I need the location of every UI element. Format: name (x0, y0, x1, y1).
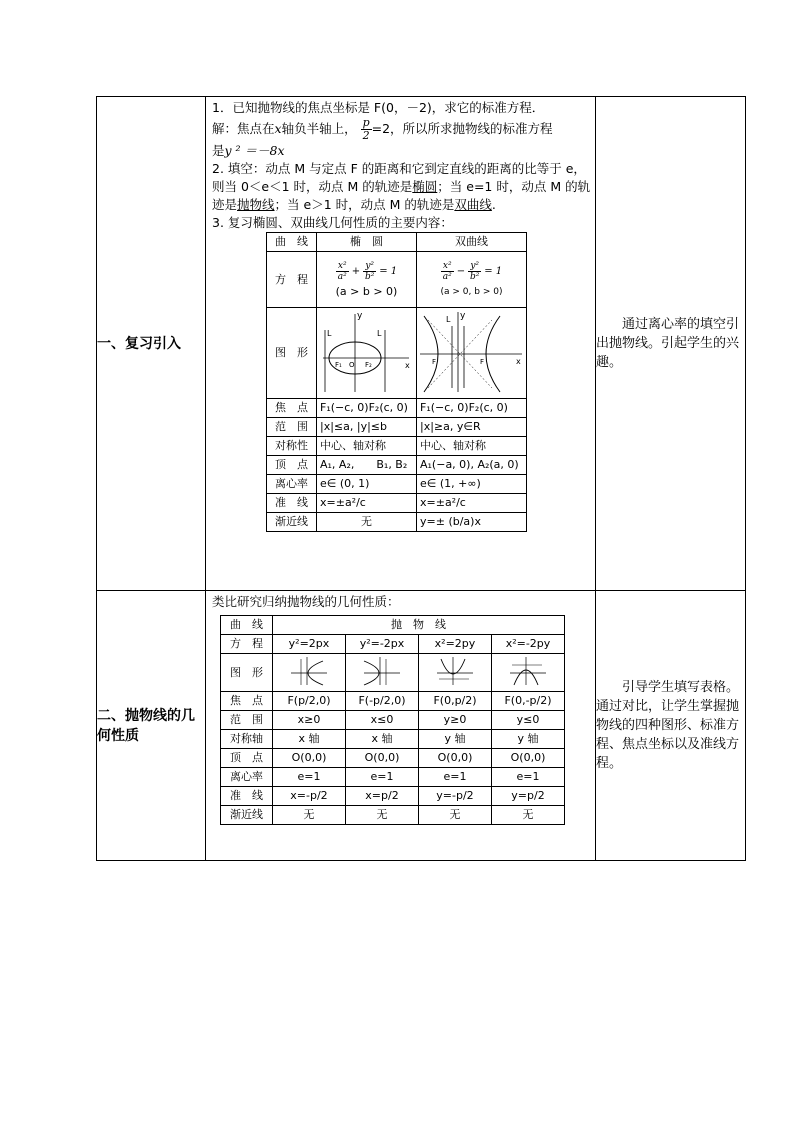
table-cell: x²=-2py (492, 635, 565, 654)
table-row (267, 437, 527, 456)
table-row (221, 730, 565, 749)
table-cell: y=-p/2 (419, 787, 492, 806)
table-row (221, 787, 565, 806)
table-row (221, 711, 565, 730)
section-note: 通过离心率的填空引出抛物线。引起学生的兴趣。 (596, 97, 746, 591)
table-cell: 无 (317, 513, 417, 532)
table-row (221, 692, 565, 711)
table-row (267, 475, 527, 494)
svg-text:F: F (431, 358, 436, 366)
row-label: 准 线 (267, 494, 317, 513)
table-cell: e=1 (273, 768, 346, 787)
table-cell: F(0,p/2) (419, 692, 492, 711)
table-row (221, 654, 565, 692)
solution-line: 解：焦点在x轴负半轴上， $\frac{p}{2}$ =2，所以所求抛物线的标准方程 (212, 116, 553, 142)
table-cell: O(0,0) (273, 749, 346, 768)
svg-text:L: L (445, 315, 450, 324)
table-cell: F₁(−c, 0)F₂(c, 0) (417, 399, 527, 418)
table-cell: y²=-2px (346, 635, 419, 654)
table-cell: x≥0 (273, 711, 346, 730)
ellipse-equation: $\frac{\text{x²}}{\text{a²}}$ + $\frac{\text{y²}}{\text{b²}}$ = 1 (a > b > 0) (317, 252, 417, 308)
table-cell: O(0,0) (419, 749, 492, 768)
table-cell: 无 (273, 806, 346, 825)
table-row (267, 399, 527, 418)
table-cell: x²=2py (419, 635, 492, 654)
table-cell: F(p/2,0) (273, 692, 346, 711)
row-label: 渐近线 (221, 806, 273, 825)
table-cell: y≤0 (492, 711, 565, 730)
table-cell: F₁(−c, 0)F₂(c, 0) (317, 399, 417, 418)
svg-text:y: y (356, 311, 362, 321)
row-label: 离心率 (267, 475, 317, 494)
lesson-table (96, 96, 746, 861)
section-content (206, 591, 596, 861)
svg-text:F₂: F₂ (364, 361, 372, 369)
table-row (267, 456, 527, 475)
table-cell: x 轴 (273, 730, 346, 749)
parabola-figure (492, 654, 565, 692)
table-cell: 无 (492, 806, 565, 825)
row-label: 图 形 (221, 654, 273, 692)
question-1: 1．已知抛物线的焦点坐标是 F(0，－2)，求它的标准方程． (212, 100, 545, 115)
svg-text:y: y (459, 311, 465, 321)
table-cell: |x|≤a, |y|≤b (317, 418, 417, 437)
answer-hyperbola: 双曲线 (454, 197, 492, 212)
table-cell: 无 (346, 806, 419, 825)
svg-text:x: x (404, 361, 410, 370)
table-cell: x 轴 (346, 730, 419, 749)
row-label: 方 程 (221, 635, 273, 654)
table-cell: x≤0 (346, 711, 419, 730)
table-cell: O(0,0) (346, 749, 419, 768)
row-label: 顶 点 (221, 749, 273, 768)
section-title: 二、抛物线的几何性质 (97, 591, 206, 861)
table-cell: y 轴 (492, 730, 565, 749)
table-cell: A₁(−a, 0), A₂(a, 0) (417, 456, 527, 475)
table-cell: F(0,-p/2) (492, 692, 565, 711)
answer-parabola: 抛物线 (237, 197, 275, 212)
ellipse-figure (317, 308, 417, 399)
table-cell: y=± (b/a)x (417, 513, 527, 532)
table-cell: y≥0 (419, 711, 492, 730)
table-cell: F(-p/2,0) (346, 692, 419, 711)
svg-text:x: x (515, 357, 521, 366)
table-cell: e=1 (346, 768, 419, 787)
section-note: 引导学生填写表格。通过对比，让学生掌握抛物线的四种图形、标准方程、焦点坐标以及准线方程。 (596, 591, 746, 861)
hyperbola-equation: $\frac{\text{x²}}{\text{a²}}$ − $\frac{\text{y²}}{\text{b²}}$ = 1 (a > 0, b > 0) (417, 252, 527, 308)
table-row (267, 513, 527, 532)
svg-text:F: F (479, 358, 484, 366)
table-cell: e∈ (0, 1) (317, 475, 417, 494)
section-review-row (97, 97, 746, 591)
table-cell: 中心、轴对称 (417, 437, 527, 456)
fraction-p-over-2: $\frac{p}{2}$ (362, 116, 370, 142)
table-cell: 无 (419, 806, 492, 825)
table-cell: x=-p/2 (273, 787, 346, 806)
parabola-figure (346, 654, 419, 692)
ellipse-hyperbola-table: 曲 线 椭 圆 双曲线 方 程 $\frac{\text{x²}}{\text{a²}}$ + $\frac{\text{y²}}{\text{b²}}$ = 1 (a > b > 0) $\frac{\text{x²}}{\text{a²}}$ − $\frac{\text{y²}}{\text{b²}}$ = 1 (a > 0, b > 0) 图 形 y x L L F₁ O F₂ y x L F F 焦 点 F₁(−c, 0)F₂(c, 0) F₁(−c, 0)F₂(c, 0) 范 围 |x|≤a, |y|≤b |x|≥a, y∈R 对称性 中心、轴对称 中心、轴对称 顶 点 A₁, A₂, B₁, B₂ A₁(−a, 0), A₂(a, 0) 离心率 e∈ (0, 1) e∈ (1, +∞) 准 线 x=±a²/c x=±a²/c 渐近线 无 y=± (b/a)x (266, 232, 527, 532)
row-label: 焦 点 (221, 692, 273, 711)
table-cell: y²=2px (273, 635, 346, 654)
table-row (221, 635, 565, 654)
table-cell: e∈ (1, +∞) (417, 475, 527, 494)
table-cell: O(0,0) (492, 749, 565, 768)
table-row (221, 806, 565, 825)
table-row (221, 768, 565, 787)
table-cell: A₁, A₂, B₁, B₂ (317, 456, 417, 475)
row-label: 顶 点 (267, 456, 317, 475)
svg-text:L: L (326, 329, 331, 338)
row-label: 离心率 (221, 768, 273, 787)
row-label: 对称性 (267, 437, 317, 456)
table-cell: e=1 (492, 768, 565, 787)
table-cell: e=1 (419, 768, 492, 787)
parabola-properties-table: 曲 线 抛 物 线 方 程 y²=2px y²=-2px x²=2py x²=-2py 图 形 焦 点 F(p/2,0) F(-p/2,0) F(0,p/2) F(0,-p/2) 范 围 x≥0 x≤0 y≥0 y≤0 对称轴 x 轴 x 轴 y 轴 y 轴 顶 点 O(0,0) O(0,0) O(0,0) O(0,0) 离心率 e=1 e=1 e=1 e=1 准 线 x=-p/2 x=p/2 y=-p/2 y=p/2 渐近线 无 无 无 无 (220, 615, 565, 825)
table-cell: y=p/2 (492, 787, 565, 806)
hyperbola-figure (417, 308, 527, 399)
parabola-figure (419, 654, 492, 692)
row-label: 焦 点 (267, 399, 317, 418)
intro-text: 类比研究归纳抛物线的几何性质： (212, 594, 400, 609)
section-content (206, 97, 596, 591)
table-cell: x=±a²/c (417, 494, 527, 513)
table-row (221, 749, 565, 768)
table-row (267, 494, 527, 513)
solution-answer: 是y ² ＝－8x (212, 143, 285, 158)
row-label: 对称轴 (221, 730, 273, 749)
question-2: 2. 填空：动点 M 与定点 F 的距离和它到定直线的距离的比等于 e，则当 0＜e＜1 时，动点 M 的轨迹是椭圆；当 e=1 时，动点 M 的轨迹是抛物线；当 e＞1 时，动点 M 的轨迹是双曲线. (212, 161, 591, 212)
section-title: 一、复习引入 (97, 97, 206, 591)
row-label: 范 围 (267, 418, 317, 437)
svg-text:F₁: F₁ (334, 361, 342, 369)
table-cell: y 轴 (419, 730, 492, 749)
svg-text:L: L (376, 329, 381, 338)
row-label: 范 围 (221, 711, 273, 730)
table-cell: 中心、轴对称 (317, 437, 417, 456)
answer-ellipse: 椭圆 (412, 179, 438, 194)
section-parabola-row (97, 591, 746, 861)
table-cell: x=±a²/c (317, 494, 417, 513)
svg-text:O: O (348, 361, 355, 369)
table-cell: x=p/2 (346, 787, 419, 806)
table-cell: |x|≥a, y∈R (417, 418, 527, 437)
table-row (267, 418, 527, 437)
row-label: 渐近线 (267, 513, 317, 532)
question-3: 3. 复习椭圆、双曲线几何性质的主要内容： (212, 215, 453, 230)
row-label: 准 线 (221, 787, 273, 806)
parabola-figure (273, 654, 346, 692)
